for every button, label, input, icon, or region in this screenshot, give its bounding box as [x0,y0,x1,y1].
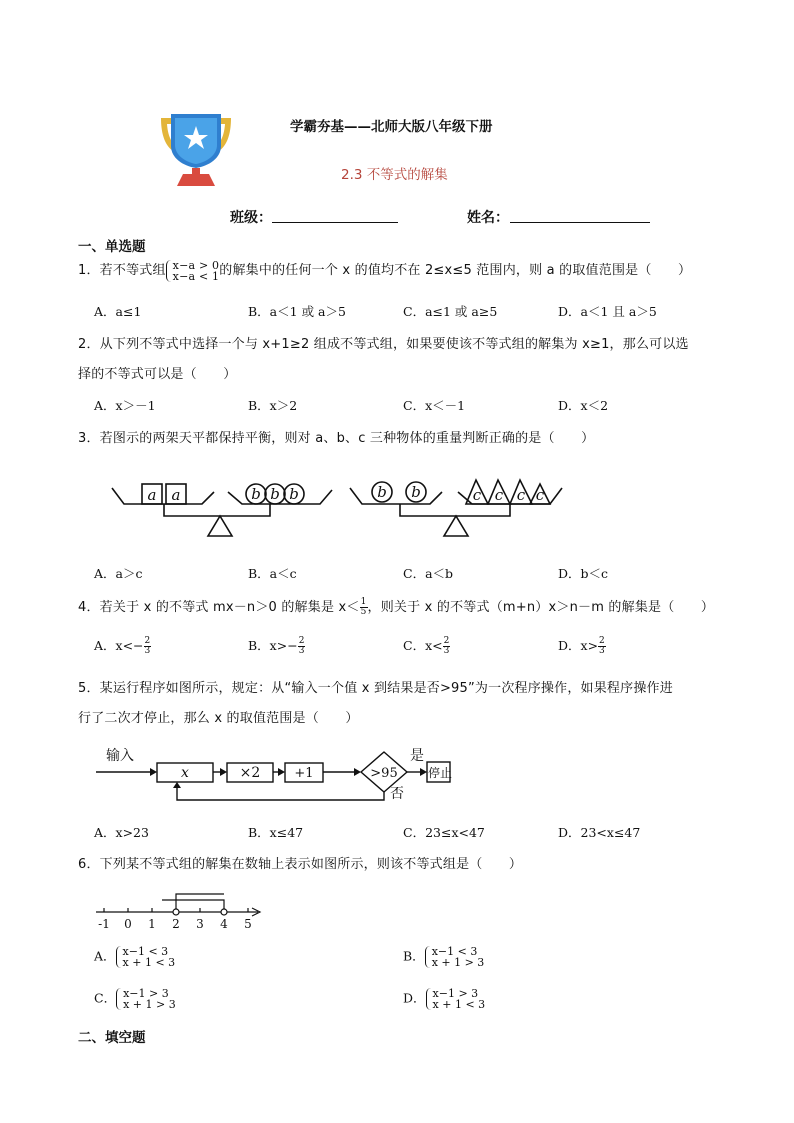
q1-option-c[interactable]: C．a≤1 或 a≥5 [403,304,498,319]
q2-option-b[interactable]: B．x＞2 [248,398,298,413]
flow-times2-box: ×2 [239,765,261,781]
axis-label-neg1: -1 [98,917,110,931]
question-5-line1: 5．某运行程序如图所示，规定：从“输入一个值 x 到结果是否>95”为一次程序操作，如果程序操作进 [78,681,673,696]
number-line [94,886,266,932]
q5-option-b[interactable]: B．x≤47 [248,825,304,840]
weight-a-2: a [171,486,181,504]
flow-x-box: x [181,765,189,781]
q4-option-a[interactable]: A．x<− $\frac{2}{3}$ [94,636,151,656]
question-5-line2: 行了二次才停止，那么 x 的取值范围是（ ） [78,711,359,726]
q4-post: ，则关于 x 的不等式（m+n）x＞n－m 的解集是（ ） [367,600,715,615]
q4-option-b[interactable]: B．x>− $\frac{2}{3}$ [248,636,305,656]
q1-option-b[interactable]: B．a＜1 或 a＞5 [248,304,346,319]
page-title: 学霸夯基——北师大版八年级下册 [290,119,493,135]
flow-plus1-box: +1 [294,766,314,781]
q4-option-c[interactable]: C．x< $\frac{2}{3}$ [403,636,450,656]
q5-option-c[interactable]: C．23≤x<47 [403,825,485,840]
flow-yes-label: 是 [410,748,424,764]
class-label: 班级： [230,210,272,226]
q1-system: x−a > 0 x−a < 1 [166,260,220,282]
q1-post: 的解集中的任何一个 x 的值均不在 2≤x≤5 范围内，则 a 的取值范围是（ ） [219,263,692,278]
weight-b-2: b [270,485,280,503]
balance-figure [110,470,570,542]
axis-label-3: 3 [196,917,204,931]
q3-option-b[interactable]: B．a＜c [248,566,297,581]
q1-option-d[interactable]: D．a＜1 且 a＞5 [558,304,657,319]
q2-option-d[interactable]: D．x＜2 [558,398,609,413]
q4-pre: 4．若关于 x 的不等式 mx－n＞0 的解集是 x＜ [78,600,360,615]
question-1 [78,259,691,282]
trophy-logo [153,112,239,188]
q2-option-a[interactable]: A．x＞－1 [94,398,156,413]
question-2-line2: 择的不等式可以是（ ） [78,367,237,382]
q3-option-a[interactable]: A．a＞c [94,566,143,581]
weight-a-1: a [147,486,157,504]
q1-pre: 1．若不等式组 [78,263,166,278]
question-3: 3．若图示的两架天平都保持平衡，则对 a、b、c 三种物体的重量判断正确的是（ ） [78,431,595,446]
flow-no-label: 否 [390,786,404,802]
q6-option-d[interactable]: D． x−1 > 3 x + 1 < 3 [403,987,486,1011]
question-4 [78,596,714,617]
section-single-choice: 一、单选题 [78,239,146,255]
flow-input-label: 输入 [106,748,134,764]
weight-c-1: c [472,486,482,504]
q1-option-a[interactable]: A．a≤1 [94,304,142,319]
question-6: 6．下列某不等式组的解集在数轴上表示如图所示，则该不等式组是（ ） [78,857,523,872]
flow-stop-box: 停止 [428,766,452,780]
flowchart-figure [92,738,452,804]
axis-label-0: 0 [124,917,132,931]
axis-label-1: 1 [148,917,156,931]
weight-c-3: c [516,486,526,504]
q6-option-c[interactable]: C． x−1 > 3 x + 1 > 3 [94,987,176,1011]
weight-c-2: c [494,486,504,504]
axis-label-2: 2 [172,917,180,931]
flow-condition: >95 [370,766,398,781]
axis-label-5: 5 [244,917,252,931]
name-field[interactable] [510,222,650,223]
q4-fraction: $\frac{1}{5}$ [360,597,367,617]
q2-option-c[interactable]: C．x＜－1 [403,398,466,413]
name-label: 姓名： [467,210,509,226]
question-2-line1: 2．从下列不等式中选择一个与 x+1≥2 组成不等式组，如果要使该不等式组的解集为 x≥1，那么可以选 [78,337,689,352]
q3-option-c[interactable]: C．a＜b [403,566,454,581]
axis-label-4: 4 [220,917,228,931]
q6-option-b[interactable]: B． x−1 < 3 x + 1 > 3 [403,945,485,969]
weight-b-1: b [251,485,261,503]
q5-option-d[interactable]: D．23<x≤47 [558,825,641,840]
section-fill-blank: 二、填空题 [78,1030,146,1046]
weight-b-4: b [377,483,387,501]
class-field[interactable] [272,222,398,223]
page-subtitle: 2.3 不等式的解集 [341,167,448,183]
q3-option-d[interactable]: D．b＜c [558,566,609,581]
weight-c-4: c [535,486,545,504]
weight-b-5: b [411,483,421,501]
q5-option-a[interactable]: A．x>23 [94,825,149,840]
q6-option-a[interactable]: A． x−1 < 3 x + 1 < 3 [94,945,176,969]
weight-b-3: b [289,485,299,503]
q4-option-d[interactable]: D．x> $\frac{2}{3}$ [558,636,605,656]
